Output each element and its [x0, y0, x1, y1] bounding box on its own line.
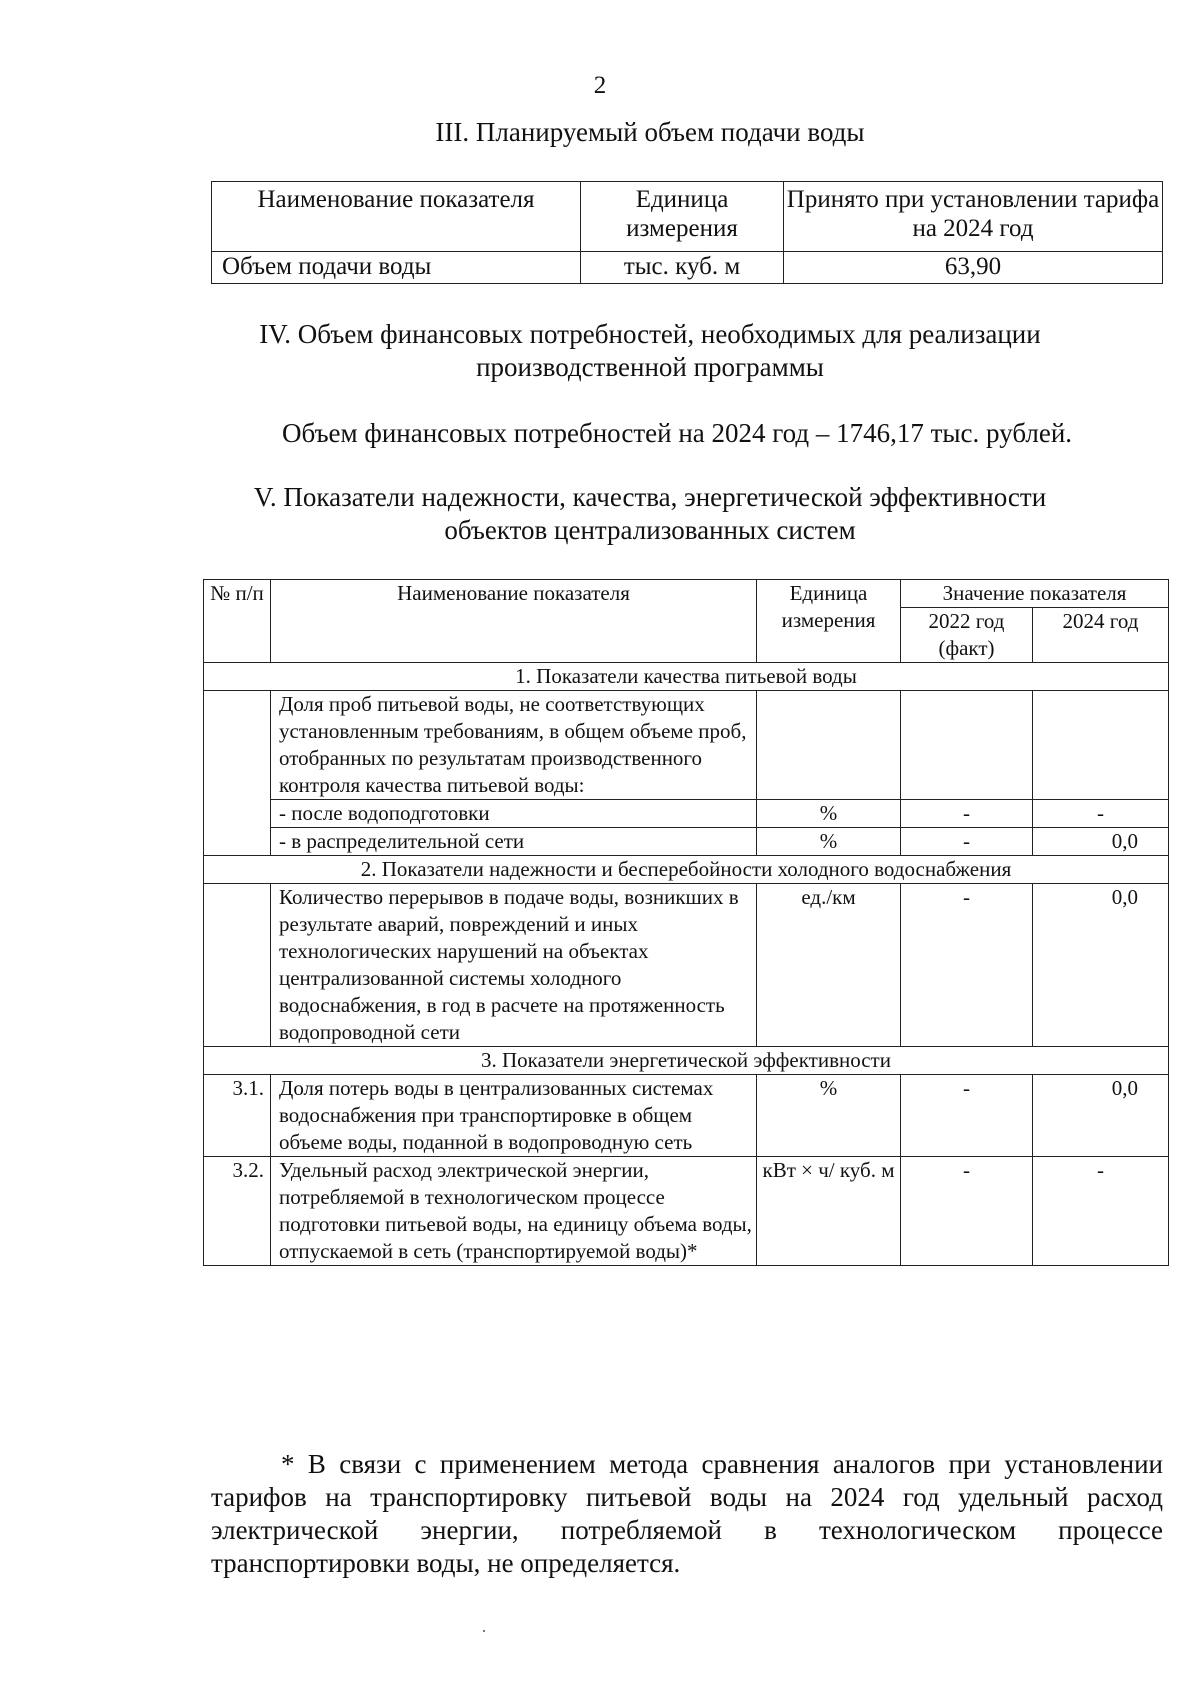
- cell-name: - после водоподготовки: [271, 800, 757, 828]
- table-header-row: [204, 580, 1169, 608]
- header-2022: 2022 год (факт): [901, 608, 1033, 663]
- cell-name: Удельный расход электрической энергии, потребляемой в технологическом процессе подготовки питьевой воды, на единицу объема воды, отпускаемой в сеть (транспортируемой воды)*: [271, 1157, 757, 1266]
- table-header-row: [212, 182, 1163, 252]
- cell-2022: -: [901, 1157, 1033, 1266]
- section-row: [204, 856, 1169, 884]
- cell-no: [204, 884, 271, 1047]
- cell-no: 3.2.: [204, 1157, 271, 1266]
- cell-name: Доля потерь воды в централизованных системах водоснабжения при транспортировке в общем объеме воды, поданной в водопроводную сеть: [271, 1075, 757, 1157]
- header-value-group: Значение показателя: [901, 580, 1169, 608]
- cell-unit: %: [757, 828, 901, 856]
- cell-2024: -: [1033, 1157, 1169, 1266]
- cell-value: 63,90: [784, 252, 1163, 284]
- section-3-title: III. Планируемый объем подачи воды: [435, 117, 865, 147]
- header-2024: 2024 год: [1033, 608, 1169, 663]
- cell-2022: [901, 691, 1033, 800]
- cell-2024: -: [1033, 800, 1169, 828]
- cell-no: 3.1.: [204, 1075, 271, 1157]
- cell-unit: тыс. куб. м: [581, 252, 784, 284]
- table-row: [204, 800, 1169, 828]
- cell-2024: 0,0: [1033, 884, 1169, 1047]
- header-unit: Единица измерения: [581, 182, 784, 252]
- section-5-title: V. Показатели надежности, качества, энергетической эффективности объектов централизованных систем: [253, 482, 1047, 545]
- header-unit: Единица измерения: [757, 580, 901, 663]
- cell-2022: -: [901, 1075, 1033, 1157]
- group-1-title: 1. Показатели качества питьевой воды: [204, 663, 1169, 691]
- cell-2024: 0,0: [1033, 828, 1169, 856]
- table-row: [204, 1075, 1169, 1157]
- cell-name: - в распределительной сети: [271, 828, 757, 856]
- water-supply-table: [211, 181, 1163, 284]
- table-row: [212, 252, 1163, 284]
- section-row: [204, 1047, 1169, 1075]
- header-name: Наименование показателя: [212, 182, 581, 252]
- cell-unit: %: [757, 1075, 901, 1157]
- cell-name: Объем подачи воды: [212, 252, 581, 284]
- cell-unit: %: [757, 800, 901, 828]
- footnote: * В связи с применением метода сравнения аналогов при установлении тарифов на транспортировку питьевой воды на 2024 год удельный расход электрической энергии, потребляемой в технологическом процессе транспортировки воды, не определяется.: [211, 1449, 1163, 1578]
- table-row: [204, 1157, 1169, 1266]
- header-accepted: Принято при установлении тарифа на 2024 год: [784, 182, 1163, 252]
- table-row: [204, 828, 1169, 856]
- group-3-title: 3. Показатели энергетической эффективности: [204, 1047, 1169, 1075]
- cell-unit: ед./км: [757, 884, 901, 1047]
- cell-2022: -: [901, 884, 1033, 1047]
- header-name: Наименование показателя: [271, 580, 757, 663]
- group-2-title: 2. Показатели надежности и бесперебойности холодного водоснабжения: [204, 856, 1169, 884]
- cell-2024: 0,0: [1033, 1075, 1169, 1157]
- cell-2022: -: [901, 828, 1033, 856]
- section-4-title: IV. Объем финансовых потребностей, необходимых для реализации производственной программы: [259, 319, 1041, 382]
- header-no: № п/п: [204, 580, 271, 663]
- table-row: [204, 691, 1169, 800]
- cell-2022: -: [901, 800, 1033, 828]
- cell-unit: кВт × ч/ куб. м: [757, 1157, 901, 1266]
- indicators-table: [203, 579, 1169, 1266]
- cell-name: Доля проб питьевой воды, не соответствующих установленным требованиям, в общем объеме проб, отобранных по результатам производственного контроля качества питьевой воды:: [271, 691, 757, 800]
- finance-needs-text: Объем финансовых потребностей на 2024 год – 1746,17 тыс. рублей.: [282, 418, 1073, 448]
- scan-speck: [483, 1630, 485, 1632]
- cell-2024: [1033, 691, 1169, 800]
- section-row: [204, 663, 1169, 691]
- cell-unit: [757, 691, 901, 800]
- page-number: 2: [593, 72, 607, 99]
- table-row: [204, 884, 1169, 1047]
- cell-no: [204, 691, 271, 856]
- cell-name: Количество перерывов в подаче воды, возникших в результате аварий, повреждений и иных технологических нарушений на объектах централизованной системы холодного водоснабжения, в год в расчете на протяженность водопроводной сети: [271, 884, 757, 1047]
